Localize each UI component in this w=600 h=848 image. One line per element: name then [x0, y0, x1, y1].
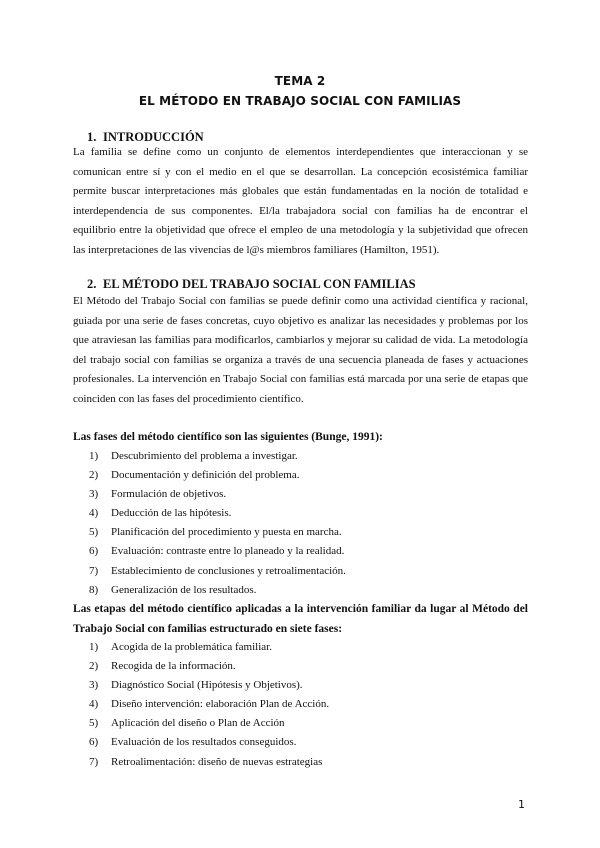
- list-item: 7) Retroalimentación: diseño de nuevas estrategias: [89, 755, 323, 768]
- list-item: 8) Generalización de los resultados.: [89, 583, 257, 596]
- list-item: 1) Descubrimiento del problema a investigar.: [89, 450, 298, 462]
- list-item: 2) Documentación y definición del problema.: [89, 469, 300, 482]
- phases-heading: Las fases del método científico son las siguientes (Bunge, 1991):: [73, 431, 383, 443]
- list-item: 6) Evaluación: contraste entre lo planeado y la realidad.: [89, 545, 345, 558]
- topic-number: TEMA 2: [274, 74, 326, 88]
- section-2-paragraph: El Método del Trabajo Social con familias se puede definir como una actividad científica y racional, guiada por una serie de fases concretas, cuyo objetivo es analizar las necesidades y problemas por los que atraviesan las familias para modificarlos, cambiarlos y mejorar su calidad de vida. La metodología del trabajo social con familias se organiza a través de una secuencia planeada de fases y actuaciones profesionales. La intervención en Trabajo Social con familias está marcada por una serie de etapas que coinciden con las fases del procedimiento científico.: [73, 295, 528, 405]
- list-item: 3) Diagnóstico Social (Hipótesis y Objetivos).: [89, 679, 303, 692]
- document-title: EL MÉTODO EN TRABAJO SOCIAL CON FAMILIAS: [138, 94, 462, 108]
- section-1-title: INTRODUCCIÓN: [103, 130, 204, 144]
- list-item: 5) Aplicación del diseño o Plan de Acción: [89, 717, 285, 730]
- list-item: 3) Formulación de objetivos.: [89, 488, 227, 501]
- list-item: 6) Evaluación de los resultados conseguidos.: [89, 736, 297, 749]
- section-2-title: EL MÉTODO DEL TRABAJO SOCIAL CON FAMILIAS: [103, 277, 416, 291]
- list-item: 4) Deducción de las hipótesis.: [89, 507, 232, 520]
- section-1-number: 1.: [87, 130, 97, 144]
- stages-heading: Las etapas del método científico aplicadas a la intervención familiar da lugar al Método del Trabajo Social con familias estructurado en siete fases:: [73, 603, 528, 635]
- list-item: 5) Planificación del procedimiento y puesta en marcha.: [89, 526, 342, 539]
- section-2-number: 2.: [87, 277, 97, 291]
- section-1-paragraph: La familia se define como un conjunto de elementos interdependientes que interaccionan y se comunican entre sí y con el medio en el que se desarrollan. La concepción ecosistémica familiar permite buscar interpretaciones más globales que están fundamentadas en la noción de totalidad e interdependencia de sus componentes. El/la trabajadora social con familias ha de encontrar el equilibrio entre la objetividad que ofrece el empleo de una metodología y la subjetividad que ofrecen las interpretaciones de las vivencias de l@s miembros familiares (Hamilton, 1951).: [73, 146, 528, 256]
- list-item: 1) Acogida de la problemática familiar.: [89, 641, 272, 653]
- page-number: 1: [518, 798, 525, 811]
- section-2-heading: [87, 277, 416, 292]
- list-item: 2) Recogida de la información.: [89, 660, 236, 673]
- list-item: 4) Diseño intervención: elaboración Plan de Acción.: [89, 698, 330, 711]
- phases-list: [89, 447, 346, 600]
- stages-list: [89, 638, 329, 772]
- list-item: 7) Establecimiento de conclusiones y retroalimentación.: [89, 564, 346, 577]
